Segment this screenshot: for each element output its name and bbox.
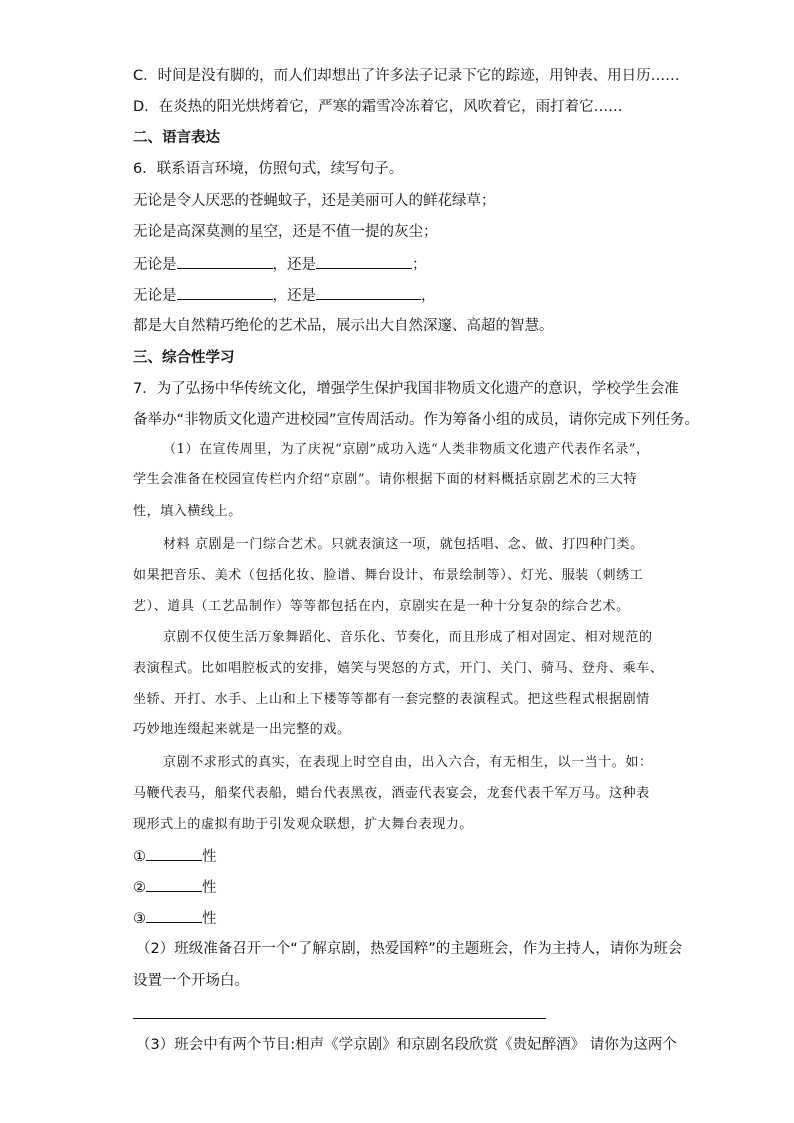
- q7-line-1: 7．为了弘扬中华传统文化，增强学生保护我国非物质文化遗产的意识，学校学生会准: [133, 381, 679, 397]
- section3-title: 三、综合性学习: [133, 350, 235, 366]
- material-p2-line-3: 坐轿、开打、水手、上山和上下楼等等都有一套完整的表演程式。把这些程式根据剧情: [133, 692, 650, 707]
- material-p3-line-2: 马鞭代表马，船桨代表船，蜡台代表黑夜，酒壶代表宴会，龙套代表千军万马。这种表: [133, 786, 650, 801]
- fill-prefix: 无论是: [133, 288, 177, 304]
- section2-title: 二、语言表达: [133, 130, 220, 146]
- task2-line-2: 设置一个开场白。: [133, 973, 249, 989]
- answer-line-1: [133, 846, 217, 867]
- q6-stem: 6．联系语言环境，仿照句式，续写句子。: [133, 161, 404, 177]
- material-p2-line-4: 巧妙地连缀起来就是一出完整的戏。: [133, 722, 351, 737]
- answer-suffix: 性: [202, 911, 217, 927]
- fill-line-2: [133, 285, 436, 306]
- answer-blank[interactable]: [146, 846, 202, 861]
- fill-blank[interactable]: [177, 285, 273, 300]
- answer-blank[interactable]: [146, 877, 202, 892]
- material-p1-line-3: 艺）、道具（工艺品制作）等等都包括在内，京剧实在是一种十分复杂的综合艺术。: [133, 599, 630, 614]
- fill-blank[interactable]: [177, 254, 273, 269]
- answer-line-2: [133, 877, 217, 898]
- material-p2-line-1: 京剧不仅使生活万象舞蹈化、音乐化、节奏化，而且形成了相对固定、相对规范的: [163, 630, 653, 645]
- task1-line-2: 学生会准备在校园宣传栏内介绍“京剧”。请你根据下面的材料概括京剧艺术的三大特: [133, 472, 638, 487]
- fill-end: ，: [421, 288, 436, 304]
- material-p1-line-2: 如果把音乐、美术（包括化妆、脸谱、舞台设计、布景绘制等）、灯光、服装（刺绣工: [133, 568, 644, 583]
- example-line-1: 无论是令人厌恶的苍蝇蚊子，还是美丽可人的鲜花绿草；: [133, 193, 496, 209]
- fill-mid: ，还是: [272, 288, 316, 304]
- answer-suffix: 性: [202, 849, 217, 865]
- answer-suffix: 性: [202, 880, 217, 896]
- fill-end: ；: [412, 257, 427, 273]
- fill-line-1: [133, 254, 427, 275]
- answer-number: ①: [133, 849, 146, 865]
- task1-line-3: 性，填入横线上。: [133, 504, 242, 519]
- material-p3-line-1: 京剧不求形式的真实，在表现上时空自由，出入六合，有无相生，以一当十。如：: [163, 755, 653, 770]
- task1-line-1: （1）在宣传周里，为了庆祝“京剧”成功入选“人类非物质文化遗产代表作名录”，: [163, 442, 650, 457]
- conclusion-line: 都是大自然精巧绝伦的艺术品，展示出大自然深邃、高超的智慧。: [133, 318, 554, 334]
- answer-number: ②: [133, 880, 146, 896]
- q7-line-2: 备举办“非物质文化遗产进校园”宣传周活动。作为筹备小组的成员，请你完成下列任务。: [133, 412, 700, 428]
- fill-prefix: 无论是: [133, 257, 177, 273]
- material-p3-line-3: 现形式上的虚拟有助于引发观众联想，扩大舞台表现力。: [133, 817, 474, 832]
- material-p2-line-2: 表演程式。比如唱腔板式的安排，嬉笑与哭怒的方式，开门、关门、骑马、登舟、乘车、: [133, 661, 664, 676]
- answer-blank[interactable]: [146, 908, 202, 923]
- task3-line-1: （3）班会中有两个节目:相声《学京剧》和京剧名段欣赏《贵妃醉酒》 请你为这两个: [136, 1037, 677, 1053]
- material-p1-line-1: 材料 京剧是一门综合艺术。只就表演这一项，就包括唱、念、做、打四种门类。: [163, 537, 644, 552]
- answer-underline[interactable]: [133, 1018, 546, 1019]
- fill-blank[interactable]: [316, 285, 421, 300]
- example-line-2: 无论是高深莫测的星空，还是不值一提的灰尘；: [133, 224, 438, 240]
- answer-line-3: [133, 908, 217, 929]
- answer-number: ③: [133, 911, 146, 927]
- fill-mid: ，还是: [272, 257, 316, 273]
- fill-blank[interactable]: [316, 254, 412, 269]
- option-c: C．时间是没有脚的，而人们却想出了许多法子记录下它的踪迹，用钟表、用日历……: [133, 68, 680, 84]
- option-d: D．在炎热的阳光烘烤着它，严寒的霜雪冷冻着它，风吹着它，雨打着它……: [133, 99, 623, 115]
- task2-line-1: （2）班级准备召开一个“了解京剧，热爱国粹”的主题班会，作为主持人，请你为班会: [136, 941, 683, 957]
